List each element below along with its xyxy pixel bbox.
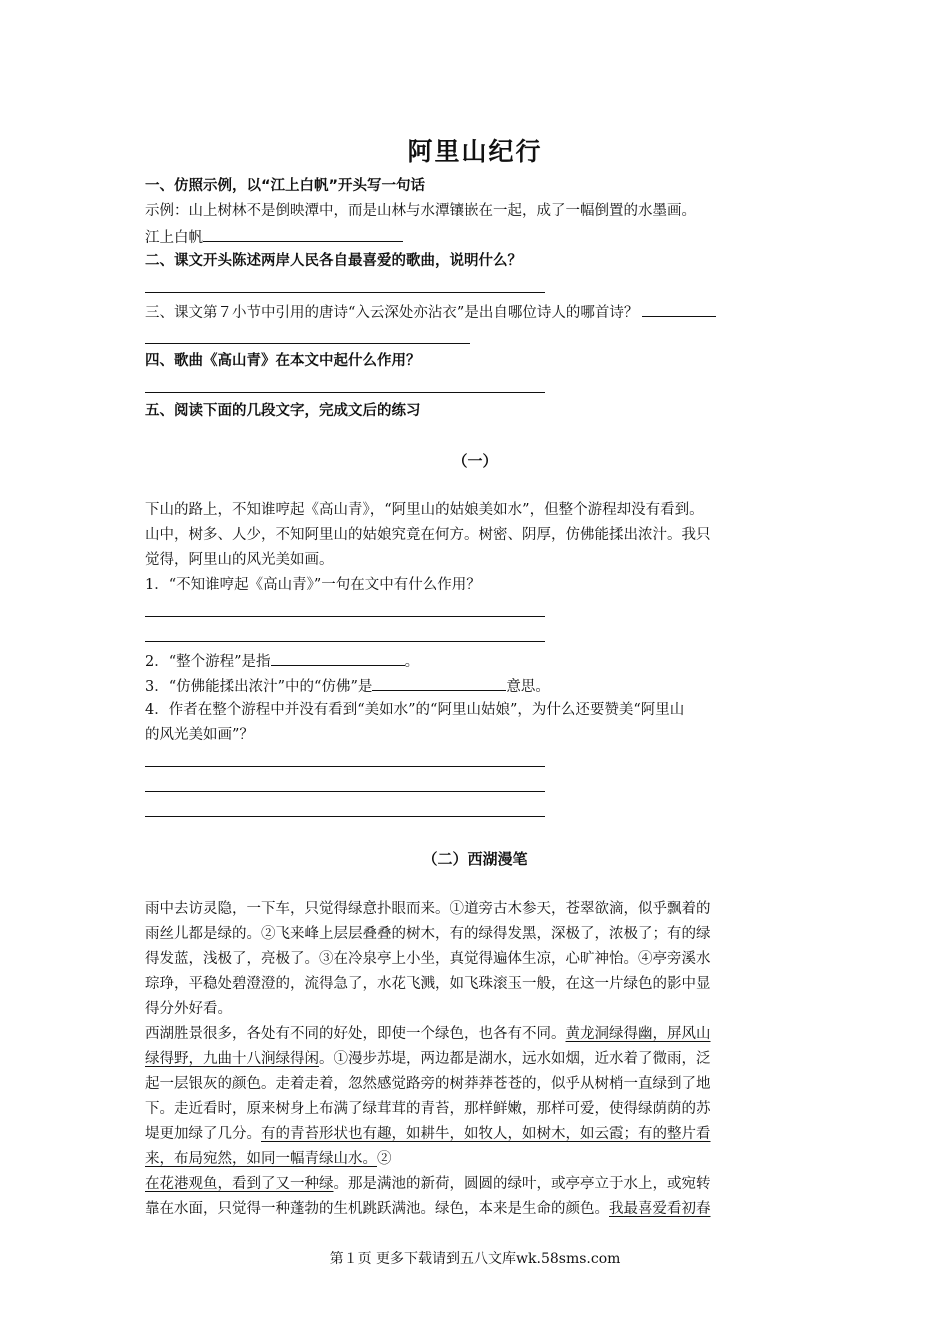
s1-question-4-cont: 的风光美如画”？: [145, 727, 254, 743]
s1-q1-answer-line[interactable]: [145, 641, 545, 642]
q1-prompt: 江上白帆: [145, 230, 203, 246]
s2-underlined-text: 在花港观鱼，看到了又一种绿: [145, 1176, 334, 1192]
s1-q3-text: 3．“仿佛能揉出浓汁”中的“仿佛”是: [145, 679, 373, 695]
s2-p2-line: 下。走近看时，原来树身上布满了绿茸茸的青苔，那样鲜嫩，那样可爱，使得绿荫荫的苏: [145, 1101, 711, 1117]
section1-para-line: 觉得，阿里山的风光美如画。: [145, 552, 334, 568]
s1-q4-answer-line[interactable]: [145, 816, 545, 817]
s2-text: 西湖胜景很多，各处有不同的好处，即使一个绿色，也各有不同。: [145, 1026, 566, 1042]
s2-p2-line: 起一层银灰的颜色。走着走着，忽然感觉路旁的树莽莽苍苍的，似乎从树梢一直绿到了地: [145, 1076, 711, 1092]
q3-line: [145, 299, 716, 325]
s2-text: 堤更加绿了几分。: [145, 1126, 261, 1142]
s2-p2-line: [145, 1122, 711, 1146]
q1-heading: 一、仿照示例，以“江上白帆”开头写一句话: [145, 178, 426, 194]
s2-p1-line: 得分外好看。: [145, 1001, 232, 1017]
s1-q1-answer-line[interactable]: [145, 616, 545, 617]
s1-q3-answer-blank[interactable]: [372, 673, 506, 691]
s2-underlined-text: 黄龙洞绿得幽，屏风山: [565, 1026, 711, 1042]
section1-para-line: 下山的路上，不知谁哼起《高山青》，“阿里山的姑娘美如水”，但整个游程却没有看到。: [145, 502, 704, 518]
s1-question-2: [145, 648, 419, 674]
s2-underlined-text: 绿得野，九曲十八涧绿得闲: [145, 1051, 319, 1067]
s1-q3-suffix: 意思。: [506, 679, 550, 695]
s2-underlined-text: 来，布局宛然，如同一幅青绿山水。: [145, 1151, 377, 1167]
s2-text: 。那是满池的新荷，圆圆的绿叶，或亭亭立于水上，或宛转: [333, 1176, 711, 1192]
q3-answer-line-2[interactable]: [145, 343, 470, 344]
q4-heading: 四、歌曲《高山青》在本文中起什么作用？: [145, 353, 421, 369]
s2-p2-line: [145, 1197, 711, 1221]
section1-heading: （一）: [452, 452, 498, 470]
q4-answer-line[interactable]: [145, 392, 545, 393]
s2-text: 。①漫步苏堤，两边都是湖水，远水如烟，近水着了微雨，泛: [319, 1051, 711, 1067]
s1-q4-answer-line[interactable]: [145, 791, 545, 792]
s2-underlined-text: 有的青苔形状也有趣，如耕牛，如牧人，如树木，如云霞；有的整片看: [261, 1126, 711, 1142]
q1-example: 示例：山上树林不是倒映潭中，而是山林与水潭镶嵌在一起，成了一幅倒置的水墨画。: [145, 203, 696, 219]
s2-text: 靠在水面，只觉得一种蓬勃的生机跳跃满池。绿色，本来是生命的颜色。: [145, 1201, 609, 1217]
s2-p1-line: 琮琤，平稳处碧澄澄的，流得急了，水花飞溅，如飞珠滚玉一般，在这一片绿色的影中显: [145, 976, 711, 992]
s1-question-3: [145, 673, 550, 699]
q5-heading: 五、阅读下面的几段文字，完成文后的练习: [145, 403, 421, 419]
s2-p2-line: [145, 1047, 711, 1071]
section2-heading: （二）西湖漫笔: [422, 850, 528, 868]
q1-prompt-line: [145, 224, 403, 250]
q3-answer-blank[interactable]: [642, 299, 716, 317]
s1-q4-answer-line[interactable]: [145, 766, 545, 767]
q1-answer-blank[interactable]: [203, 224, 403, 242]
s1-q2-suffix: 。: [404, 654, 420, 670]
s1-q2-answer-blank[interactable]: [271, 648, 405, 666]
s2-p1-line: 雨丝儿都是绿的。②飞来峰上层层叠叠的树木，有的绿得发黑，深极了，浓极了；有的绿: [145, 926, 711, 942]
q2-answer-line[interactable]: [145, 292, 545, 293]
s1-q2-text: 2．“整个游程”是指: [145, 654, 271, 670]
page-footer: 第１页 更多下载请到五八文库wk.58sms.com: [329, 1251, 621, 1267]
s1-question-4: 4．作者在整个游程中并没有看到“美如水”的“阿里山姑娘”，为什么还要赞美“阿里山: [145, 702, 685, 718]
s2-p2-line: [145, 1022, 711, 1046]
s2-p2-line: [145, 1147, 392, 1171]
q3-text: 三、课文第７小节中引用的唐诗“入云深处亦沾衣”是出自哪位诗人的哪首诗？: [145, 305, 639, 321]
s2-underlined-text: 我最喜爱看初春: [609, 1201, 711, 1217]
s2-p1-line: 雨中去访灵隐，一下车，只觉得绿意扑眼而来。①道旁古木参天，苍翠欲滴，似乎飘着的: [145, 901, 711, 917]
s2-p1-line: 得发蓝，浅极了，亮极了。③在冷泉亭上小坐，真觉得遍体生凉，心旷神怡。④亭旁溪水: [145, 951, 711, 967]
page-title: 阿里山纪行: [407, 137, 543, 166]
s2-p2-line: [145, 1172, 711, 1196]
q2-heading: 二、课文开头陈述两岸人民各自最喜爱的歌曲，说明什么？: [145, 253, 522, 269]
s2-text: ②: [377, 1151, 392, 1167]
section1-para-line: 山中，树多、人少，不知阿里山的姑娘究竟在何方。树密、阴厚，仿佛能揉出浓汁。我只: [145, 527, 711, 543]
s1-question-1: 1．“不知谁哼起《高山青》”一句在文中有什么作用？: [145, 577, 481, 593]
